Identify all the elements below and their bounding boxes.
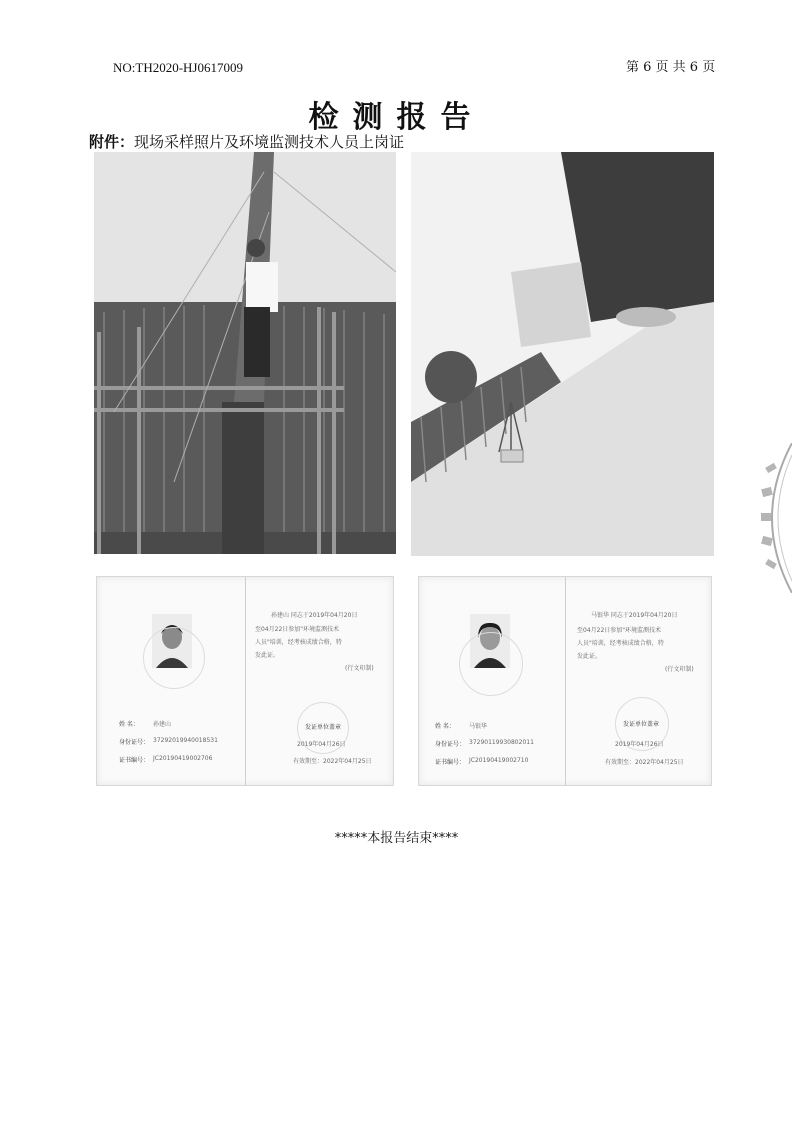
name-value: 孙建山 [153,721,172,728]
report-end-note: *****本报告结束**** [334,831,459,846]
certificate-number-value: JC20190419002706 [153,755,213,762]
issuer-seal-text: 发证单位盖章 [305,724,342,731]
issue-date: 2019年04月26日 [615,741,664,748]
certificate-statement-note: (行文印制) [665,666,694,673]
issuer-seal-text: 发证单位盖章 [623,721,660,728]
certificate-statement-note: (行文印制) [345,665,374,672]
certificate-fold-line [245,577,246,785]
id-number-value: 37290119930802011 [469,739,534,746]
staff-certificate [418,576,712,786]
report-title: 检测报告 [308,100,485,135]
site-photo-sampling-equipment [411,152,714,556]
certificate-statement-line: 至04月22日参加"环境监测技术 [255,626,340,633]
report-number: NO:TH2020-HJ0617009 [113,60,243,75]
certificate-statement-line: 马银华 同志于2019年04月20日 [591,612,678,619]
attachment-caption [89,131,404,152]
certificate-fold-line [565,577,566,785]
name-label: 姓 名： [435,723,455,730]
attachment-text: 现场采样照片及环境监测技术人员上岗证 [134,133,405,151]
certificate-statement-line: 发此证。 [577,653,602,660]
edge-seal-stamp [752,443,792,593]
certificate-number-value: JC20190419002710 [469,757,529,764]
certificate-number-label: 证书编号： [119,757,150,764]
certificate-statement-line: 至04月22日参加"环境监测技术 [577,627,662,634]
certificate-statement-line: 孙建山 同志于2019年04月20日 [271,612,358,619]
embossed-seal [459,632,523,696]
attachment-label: 附件： [89,133,135,151]
valid-until: 有效期至：2022年04月25日 [605,759,684,766]
name-label: 姓 名： [119,721,139,728]
site-photo-chimney [94,152,396,554]
certificate-statement-line: 人员"培训，经考核成绩合格，特 [255,639,342,646]
id-number-value: 37292019940018531 [153,737,218,744]
id-number-label: 身份证号： [435,741,466,748]
issue-date: 2019年04月26日 [297,741,346,748]
page-count: 第 6 页 共 6 页 [626,60,716,75]
id-number-label: 身份证号： [119,739,150,746]
certificate-statement-line: 人员"培训，经考核成绩合格，特 [577,640,664,647]
name-value: 马银华 [469,723,488,730]
embossed-seal [143,627,205,689]
certificate-number-label: 证书编号： [435,759,466,766]
certificate-statement-line: 发此证。 [255,652,280,659]
valid-until: 有效期至：2022年04月25日 [293,758,372,765]
staff-certificate [96,576,394,786]
